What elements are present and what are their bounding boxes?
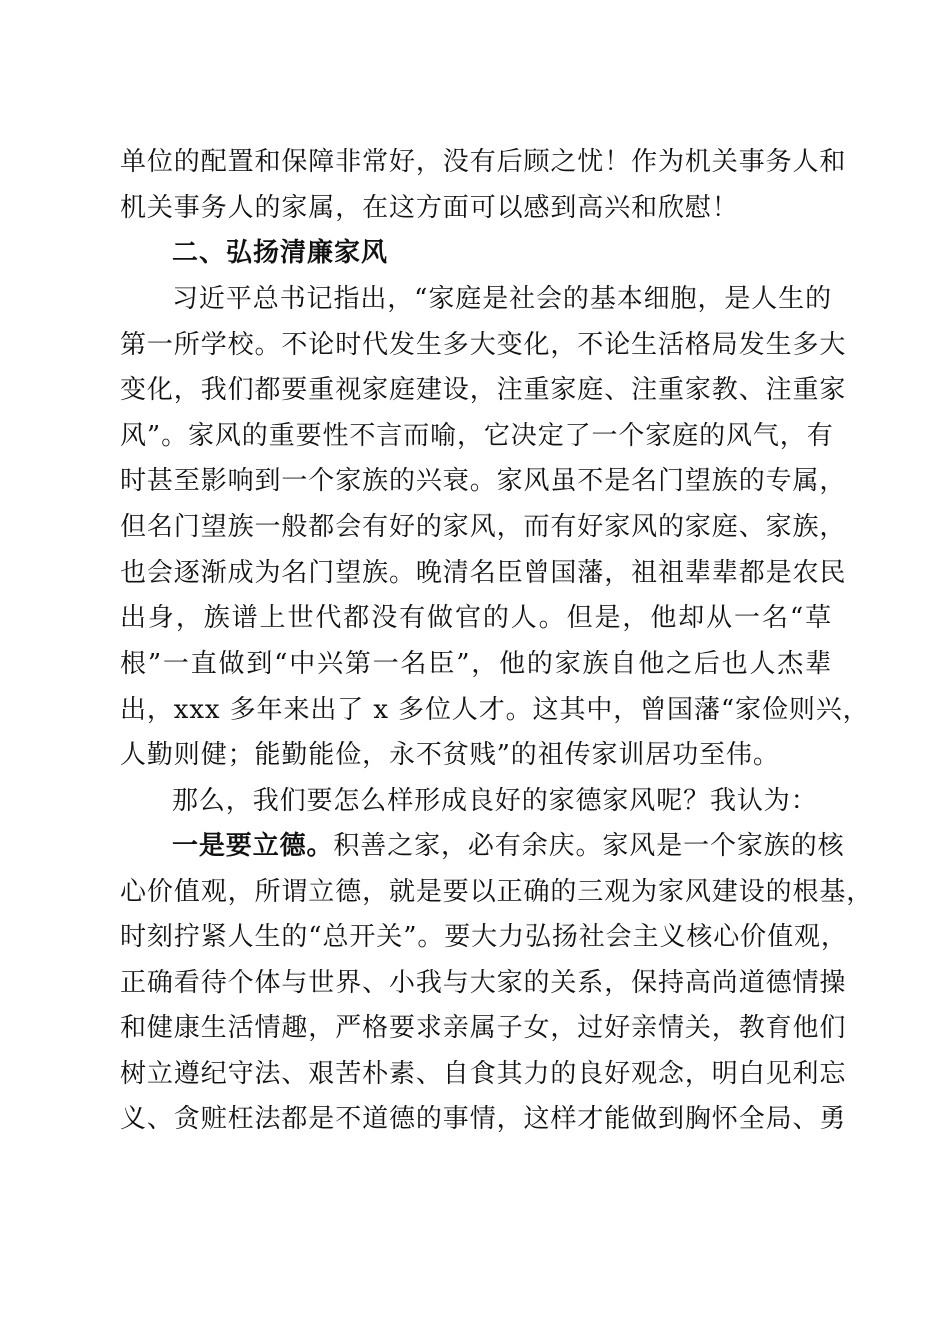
text-line: 出身，族谱上世代都没有做官的人。但是，他却从一名“草 [120,603,832,633]
text-line: 根”一直做到“中兴第一名臣”，他的家族自他之后也人杰辈 [120,649,832,679]
text-line: 和健康生活情趣，严格要求亲属子女，过好亲情关，教育他们 [120,1013,847,1043]
text-line: 树立遵纪守法、艰苦朴素、自食其力的良好观念，明白见利忘 [120,1059,847,1089]
text-line: 变化，我们都要重视家庭建设，注重家庭、注重家教、注重家 [120,375,847,405]
text-line: 心价值观，所谓立德，就是要以正确的三观为家风建设的根基， [120,877,874,907]
lead-bold-phrase: 一是要立德。 [172,831,334,861]
text-line: 第一所学校。不论时代发生多大变化，不论生活格局发生多大 [120,330,847,360]
text-line: 那么，我们要怎么样形成良好的家德家风呢？我认为： [172,786,818,816]
text-line-lead [172,826,845,866]
text-line: 但名门望族一般都会有好的家风，而有好家风的家庭、家族， [120,512,847,542]
text-line: 习近平总书记指出，“家庭是社会的基本细胞，是人生的 [172,284,832,314]
text-line: 机关事务人的家属，在这方面可以感到高兴和欣慰！ [120,193,739,223]
text-line: 时甚至影响到一个家族的兴衰。家风虽不是名门望族的专属， [120,466,847,496]
text-line: 人勤则健；能勤能俭，永不贫贱”的祖传家训居功至伟。 [120,740,780,770]
text-line: 时刻拧紧人生的“总开关”。要大力弘扬社会主义核心价值观， [120,922,848,952]
text-line: 单位的配置和保障非常好，没有后顾之忧！作为机关事务人和 [120,147,847,177]
text-line: 出，xxx 多年来出了 x 多位人才。这其中，曾国藩“家俭则兴， [120,695,870,725]
text-line: 风”。家风的重要性不言而喻，它决定了一个家庭的风气，有 [120,421,834,451]
section-heading: 二、弘扬清廉家风 [172,238,389,268]
text-line: 正确看待个体与世界、小我与大家的关系，保持高尚道德情操 [120,968,847,998]
text-line: 也会逐渐成为名门望族。晚清名臣曾国藩，祖祖辈辈都是农民 [120,558,847,588]
text-line: 义、贪赃枉法都是不道德的事情，这样才能做到胸怀全局、勇 [120,1104,847,1134]
lead-rest-phrase: 积善之家，必有余庆。家风是一个家族的核 [333,831,845,861]
